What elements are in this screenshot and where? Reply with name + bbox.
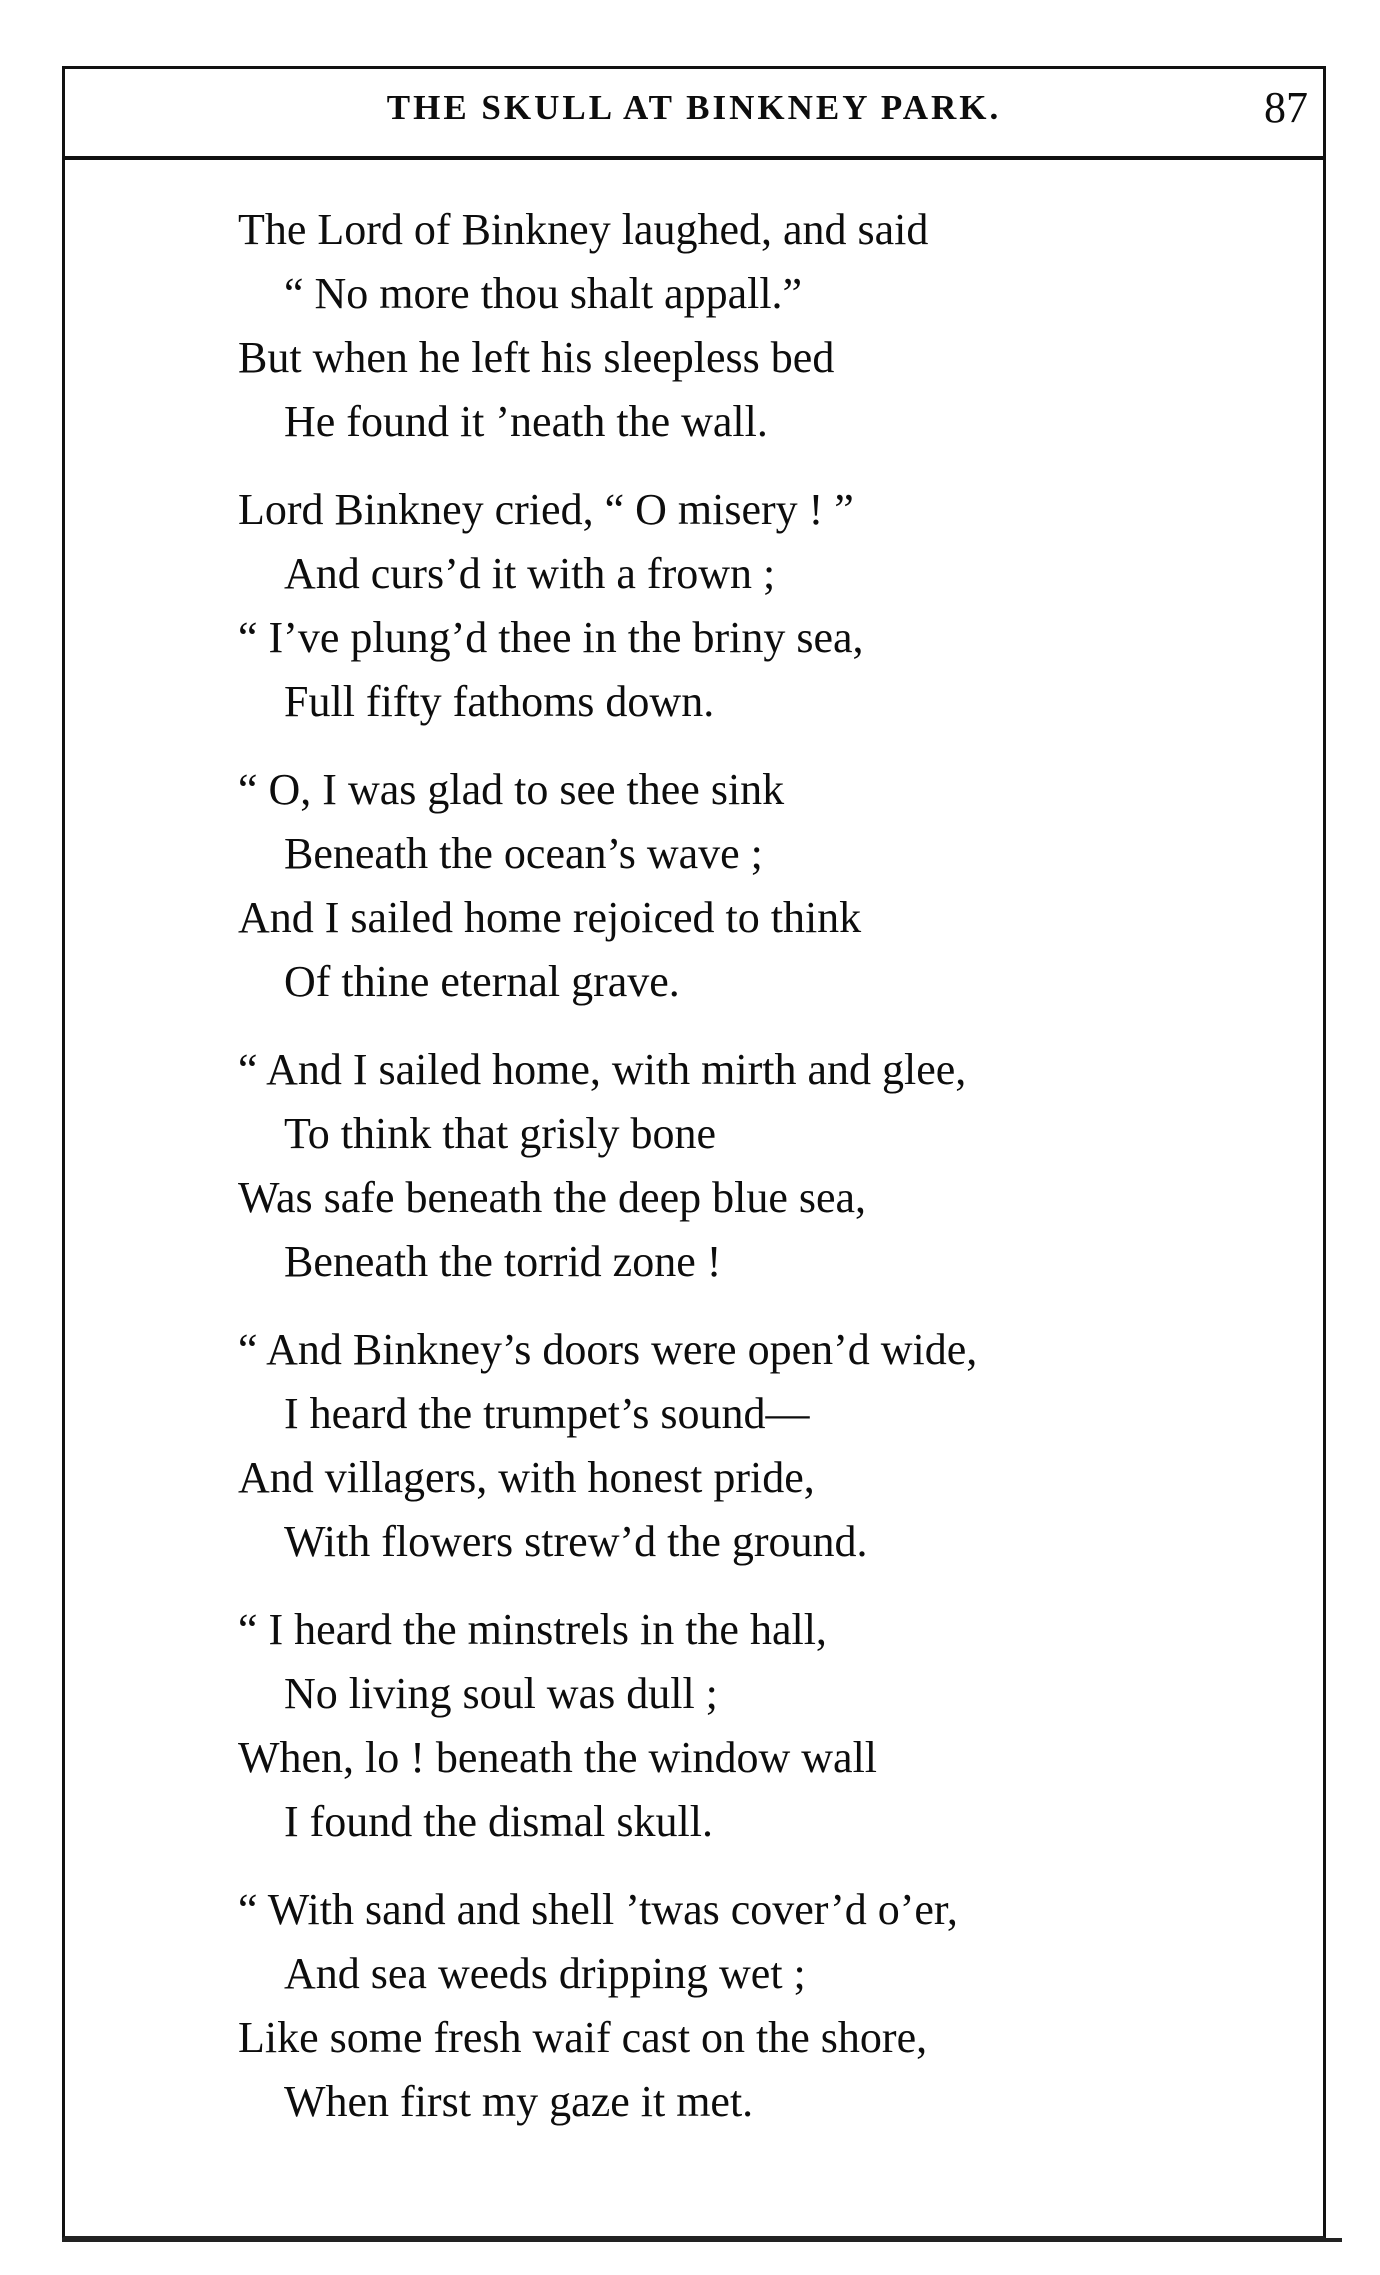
poem-line: “ O, I was glad to see thee sink <box>238 765 785 814</box>
running-header <box>62 66 1326 160</box>
poem-line: And curs’d it with a frown ; <box>284 549 776 598</box>
poem-line: No living soul was dull ; <box>284 1669 718 1718</box>
poem-line: I found the dismal skull. <box>284 1797 713 1846</box>
poem-line: And I sailed home rejoiced to think <box>238 893 862 942</box>
poem-line: “ And Binkney’s doors were open’d wide, <box>238 1325 978 1374</box>
stanza-3 <box>238 758 1138 1014</box>
running-title: THE SKULL AT BINKNEY PARK. <box>386 88 1002 127</box>
poem-line: Beneath the ocean’s wave ; <box>284 829 763 878</box>
poem-line: Beneath the torrid zone ! <box>284 1237 722 1286</box>
bottom-rule <box>62 2238 1342 2242</box>
stanza-2 <box>238 478 1138 734</box>
poem-line: The Lord of Binkney laughed, and said <box>238 205 929 254</box>
poem-line: “ I heard the minstrels in the hall, <box>238 1605 827 1654</box>
poem-line: “ With sand and shell ’twas cover’d o’er, <box>238 1885 958 1934</box>
poem-line: He found it ’neath the wall. <box>284 397 768 446</box>
poem-line: Full fifty fathoms down. <box>284 677 715 726</box>
stanza-4 <box>238 1038 1138 1294</box>
poem-line: When, lo ! beneath the window wall <box>238 1733 878 1782</box>
poem-body <box>238 198 1138 2134</box>
poem-line: “ No more thou shalt appall.” <box>284 269 803 318</box>
poem-line: But when he left his sleepless bed <box>238 333 835 382</box>
stanza-7 <box>238 1878 1138 2134</box>
poem-line: Was safe beneath the deep blue sea, <box>238 1173 867 1222</box>
poem-line: And sea weeds dripping wet ; <box>284 1949 806 1998</box>
stanza-6 <box>238 1598 1138 1854</box>
poem-line: I heard the trumpet’s sound— <box>284 1389 810 1438</box>
poem-line: And villagers, with honest pride, <box>238 1453 815 1502</box>
poem-line: With flowers strew’d the ground. <box>284 1517 868 1566</box>
poem-line: “ I’ve plung’d thee in the briny sea, <box>238 613 864 662</box>
stanza-5 <box>238 1318 1138 1574</box>
poem-line: “ And I sailed home, with mirth and glee, <box>238 1045 967 1094</box>
page-number: 87 <box>1264 83 1308 132</box>
stanza-1 <box>238 198 1138 454</box>
poem-line: Like some fresh waif cast on the shore, <box>238 2013 928 2062</box>
poem-line: When first my gaze it met. <box>284 2077 754 2126</box>
poem-line: To think that grisly bone <box>284 1109 716 1158</box>
poem-line: Of thine eternal grave. <box>284 957 680 1006</box>
poem-line: Lord Binkney cried, “ O misery ! ” <box>238 485 854 534</box>
